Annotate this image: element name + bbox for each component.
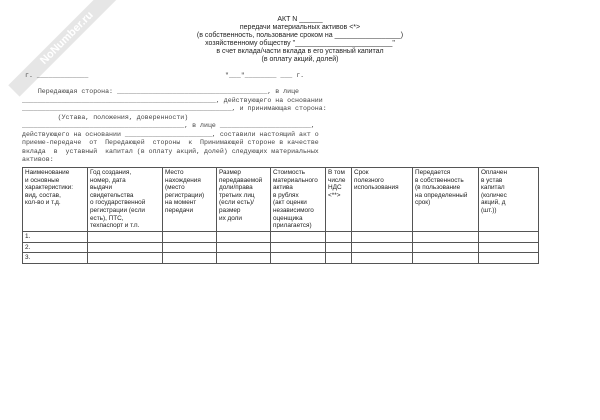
body-line: вклада в уставный капитал (в оплату акций, долей) следующих материальных: [22, 147, 319, 155]
body-line: приеме-передаче от Передающей стороны к Принимающей стороне в качестве: [22, 139, 319, 146]
act-title: АКТ N ______: [277, 16, 323, 23]
body-line: _________________________________________________, действующего на основании: [22, 96, 323, 104]
table-row: [23, 242, 539, 253]
header-cell: Место нахождения (место регистрации) на момент передачи: [163, 168, 217, 232]
body-line: _________________________________________, в лице _______________________,: [22, 122, 315, 129]
table-header-row: [23, 168, 539, 232]
watermark: NoNumber.ru: [8, 0, 125, 97]
act-line-5: в счет вклада/части вклада в его уставный капитал: [216, 48, 384, 55]
header-cell: Стоимость материального актива в рублях (акт оценки независимого оценщика прилагается): [271, 168, 326, 232]
act-line-4: хозяйственному обществу "_________________________": [205, 40, 395, 47]
header-cell: Размер передаваемой доли/права третьих лиц (если есть)/ размер их доли: [217, 168, 271, 232]
header-cell: Оплачен в устав капитал (количес акций, д (шт.)): [479, 168, 539, 232]
header-cell: Передается в собственность (в пользование на определенный срок): [413, 168, 479, 232]
table-row: [23, 253, 539, 264]
header-cell: Срок полезного использования: [352, 168, 413, 232]
act-line-6: (в оплату акций, долей): [261, 56, 339, 63]
body-line: (Устава, положения, доверенности): [22, 113, 189, 121]
body-line: действующего на основании ______________________, составили настоящий акт о: [22, 130, 319, 138]
header-cell: В том числе НДС <**>: [326, 168, 352, 232]
assets-table: [22, 167, 539, 264]
city-field: г. _____________: [25, 72, 89, 79]
act-line-3: (в собственность, пользование сроком на _________________): [196, 32, 404, 39]
body-line: активов:: [22, 156, 54, 163]
act-subtitle: передачи материальных активов <*>: [239, 24, 361, 31]
body-line: Передающая сторона: ______________________________________, в лице: [22, 88, 299, 95]
row-number: 3.: [23, 253, 88, 264]
header-cell: Год создания, номер, дата выдачи свидетельства о государственной регистрации (если есть), ПТС, техпаспорт и т.п.: [88, 168, 163, 232]
body-line: _____________________________________________________, и принимающая сторона:: [22, 105, 327, 112]
row-number: 2.: [23, 242, 88, 253]
header-cell: Наименование и основные характеристики: вид, состав, кол-во и т.д.: [23, 168, 88, 232]
table-row: [23, 232, 539, 243]
row-number: 1.: [23, 232, 88, 243]
date-field: "___"________ ___ г.: [225, 72, 305, 79]
